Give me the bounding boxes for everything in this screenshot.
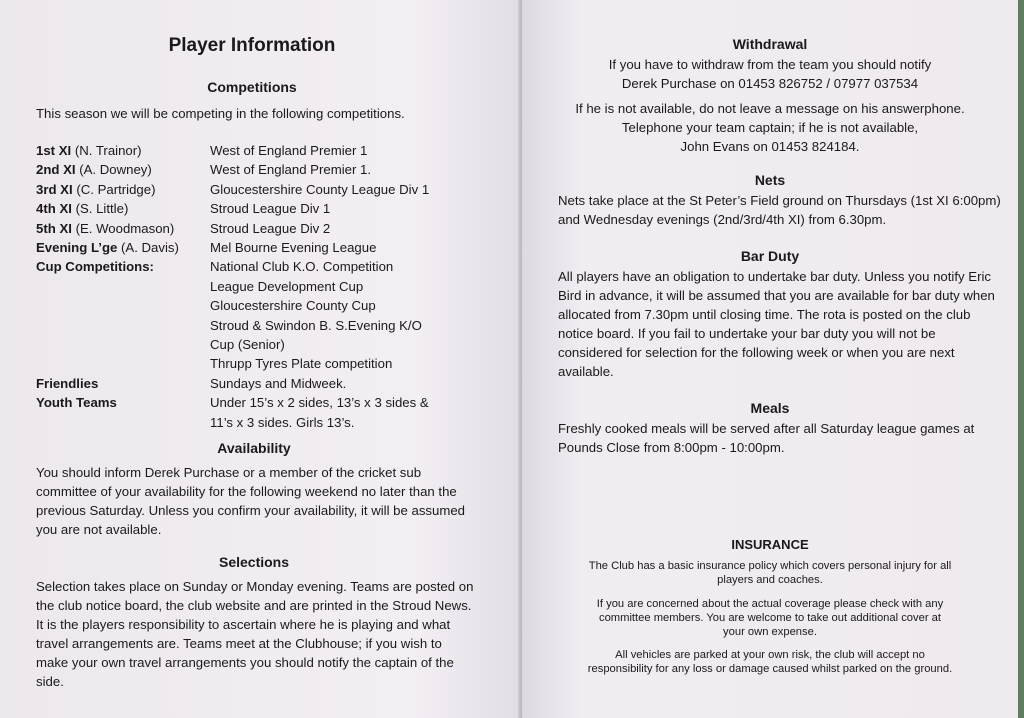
withdrawal-line: John Evans on 01453 824184. (680, 139, 860, 154)
team-cell (36, 238, 210, 257)
bar-duty-text (558, 267, 1018, 381)
insurance-line: your own expense. (723, 626, 817, 638)
insurance-para-3 (522, 648, 1018, 676)
availability-line: you are not available. (36, 522, 162, 537)
competition-row (36, 257, 429, 276)
page-title: Player Information (168, 35, 336, 56)
withdrawal-line: Derek Purchase on 01453 826752 / 07977 037534 (621, 76, 919, 91)
team-cell (36, 354, 210, 373)
team-cell (36, 296, 210, 315)
bar-duty-line: All players have an obligation to undertake bar duty. Unless you notify Eric (558, 269, 991, 284)
insurance-line: committee members. You are welcome to take out additional cover at (598, 612, 941, 624)
insurance-para-2 (522, 597, 1018, 639)
competition-name: Thrupp Tyres Plate competition (210, 356, 393, 372)
team-cell (36, 199, 210, 218)
insurance-line: responsibility for any loss or damage caused whilst parked on the ground. (587, 663, 953, 675)
withdrawal-fallback (522, 99, 1018, 156)
competition-row (36, 238, 429, 257)
competition-row (36, 160, 429, 179)
competition-row (36, 335, 429, 354)
competition-name: Gloucestershire County League Div 1 (210, 181, 430, 197)
competition-row (36, 277, 429, 296)
team-captain: (C. Partridge) (72, 181, 156, 197)
insurance-line: players and coaches. (717, 574, 823, 586)
withdrawal-heading: Withdrawal (732, 36, 808, 52)
team-cell (36, 219, 210, 238)
team-name: Youth Teams (36, 395, 117, 411)
insurance-para-1 (522, 559, 1018, 587)
competition-name: Cup (Senior) (210, 337, 285, 353)
availability-heading: Availability (217, 440, 291, 456)
team-cell (36, 141, 210, 160)
meals-line: Pounds Close from 8:00pm - 10:00pm. (558, 440, 785, 455)
competition-row (36, 374, 429, 393)
withdrawal-line: Telephone your team captain; if he is not available, (621, 120, 919, 135)
team-cell (36, 277, 210, 296)
team-name: 5th XI (36, 220, 72, 236)
competition-name: League Development Cup (210, 278, 364, 294)
competition-row (36, 180, 429, 199)
team-name: Cup Competitions: (36, 259, 154, 275)
competition-name: Stroud & Swindon B. S.Evening K/O (210, 317, 422, 333)
competition-name: National Club K.O. Competition (210, 259, 394, 275)
competition-name: West of England Premier 1. (210, 162, 372, 178)
competition-row (36, 413, 429, 432)
team-name: 4th XI (36, 201, 72, 217)
background-edge (1018, 0, 1024, 718)
competition-row (36, 141, 429, 160)
selections-line: make your own travel arrangements you should notify the captain of the (36, 655, 454, 670)
selections-heading: Selections (218, 554, 290, 570)
bar-duty-heading: Bar Duty (740, 248, 800, 264)
competition-name: Stroud League Div 1 (210, 201, 331, 217)
team-name: 1st XI (36, 143, 72, 158)
right-page (522, 0, 1018, 718)
competition-name: Mel Bourne Evening League (210, 240, 377, 256)
selections-line: It is the players responsibility to ascertain where he is playing and what (36, 617, 451, 632)
nets-heading: Nets (754, 172, 786, 188)
insurance-heading: INSURANCE (731, 537, 809, 552)
competitions-heading: Competitions (207, 79, 297, 95)
team-cell (36, 393, 210, 412)
insurance-line: All vehicles are parked at your own risk, the club will accept no (615, 649, 925, 661)
competition-row (36, 296, 429, 315)
competition-row (36, 219, 429, 238)
team-cell (36, 374, 210, 393)
competition-name: Gloucestershire County Cup (210, 298, 376, 314)
competition-row (36, 199, 429, 218)
bar-duty-line: available. (558, 364, 614, 379)
team-name: 2nd XI (36, 162, 76, 178)
team-captain: (N. Trainor) (71, 143, 142, 158)
team-captain: (A. Downey) (75, 162, 152, 178)
team-name: Evening L’ge (36, 240, 118, 256)
meals-text (558, 419, 1018, 457)
meals-line: Freshly cooked meals will be served after all Saturday league games at (558, 421, 975, 436)
selections-line: side. (36, 674, 64, 689)
competition-row (36, 316, 429, 335)
nets-line: and Wednesday evenings (2nd/3rd/4th XI) from 6.30pm. (558, 212, 887, 227)
competition-row (36, 393, 429, 412)
competitions-intro: This season we will be competing in the following competitions. (36, 106, 405, 121)
availability-line: You should inform Derek Purchase or a member of the cricket sub (36, 465, 422, 480)
team-cell (36, 160, 210, 179)
bar-duty-line: allocated from 7.30pm until closing time. The rota is posted on the club (558, 307, 971, 322)
competition-name: Sundays and Midweek. (210, 375, 347, 391)
competition-name: Stroud League Div 2 (210, 220, 331, 236)
meals-heading: Meals (750, 400, 790, 416)
team-cell (36, 180, 210, 199)
insurance-line: If you are concerned about the actual coverage please check with any (596, 598, 944, 610)
insurance-line: The Club has a basic insurance policy which covers personal injury for all (588, 560, 952, 572)
competition-name: West of England Premier 1 (210, 143, 368, 158)
selections-line: the club notice board, the club website and are printed in the Stroud News. (36, 598, 472, 613)
nets-text (558, 191, 1018, 229)
competition-name: 11’s x 3 sides. Girls 13’s. (210, 414, 355, 430)
availability-line: committee of your availability for the following weekend no later than the (36, 484, 457, 499)
availability-text (36, 463, 506, 539)
bar-duty-line: Bird in advance, it will be assumed that you are available for bar duty when (558, 288, 995, 303)
nets-line: Nets take place at the St Peter’s Field ground on Thursdays (1st XI 6:00pm) (558, 193, 1001, 208)
team-cell (36, 335, 210, 354)
competitions-table (36, 141, 429, 432)
competition-row (36, 354, 429, 373)
bar-duty-line: considered for selection for the following week or when you are next (558, 345, 955, 360)
withdrawal-line: If he is not available, do not leave a message on his answerphone. (575, 101, 965, 116)
selections-line: Selection takes place on Sunday or Monday evening. Teams are posted on (36, 579, 474, 594)
team-cell (36, 316, 210, 335)
availability-line: previous Saturday. Unless you confirm your availability, it will be assumed (36, 503, 466, 518)
team-captain: (S. Little) (71, 201, 129, 217)
competition-name: Under 15’s x 2 sides, 13’s x 3 sides & (210, 395, 429, 411)
team-name: Friendlies (36, 375, 99, 391)
selections-line: travel arrangements are. Teams meet at the Clubhouse; if you wish to (36, 636, 442, 651)
bar-duty-line: notice board. If you fail to undertake your bar duty you will not be (558, 326, 936, 341)
withdrawal-contact (522, 55, 1018, 93)
withdrawal-line: If you have to withdraw from the team you should notify (608, 57, 932, 72)
team-cell (36, 257, 210, 276)
selections-text (36, 577, 506, 691)
team-captain: (E. Woodmason) (71, 220, 175, 236)
team-cell (36, 413, 210, 432)
team-captain: (A. Davis) (117, 240, 179, 256)
team-name: 3rd XI (36, 181, 73, 197)
